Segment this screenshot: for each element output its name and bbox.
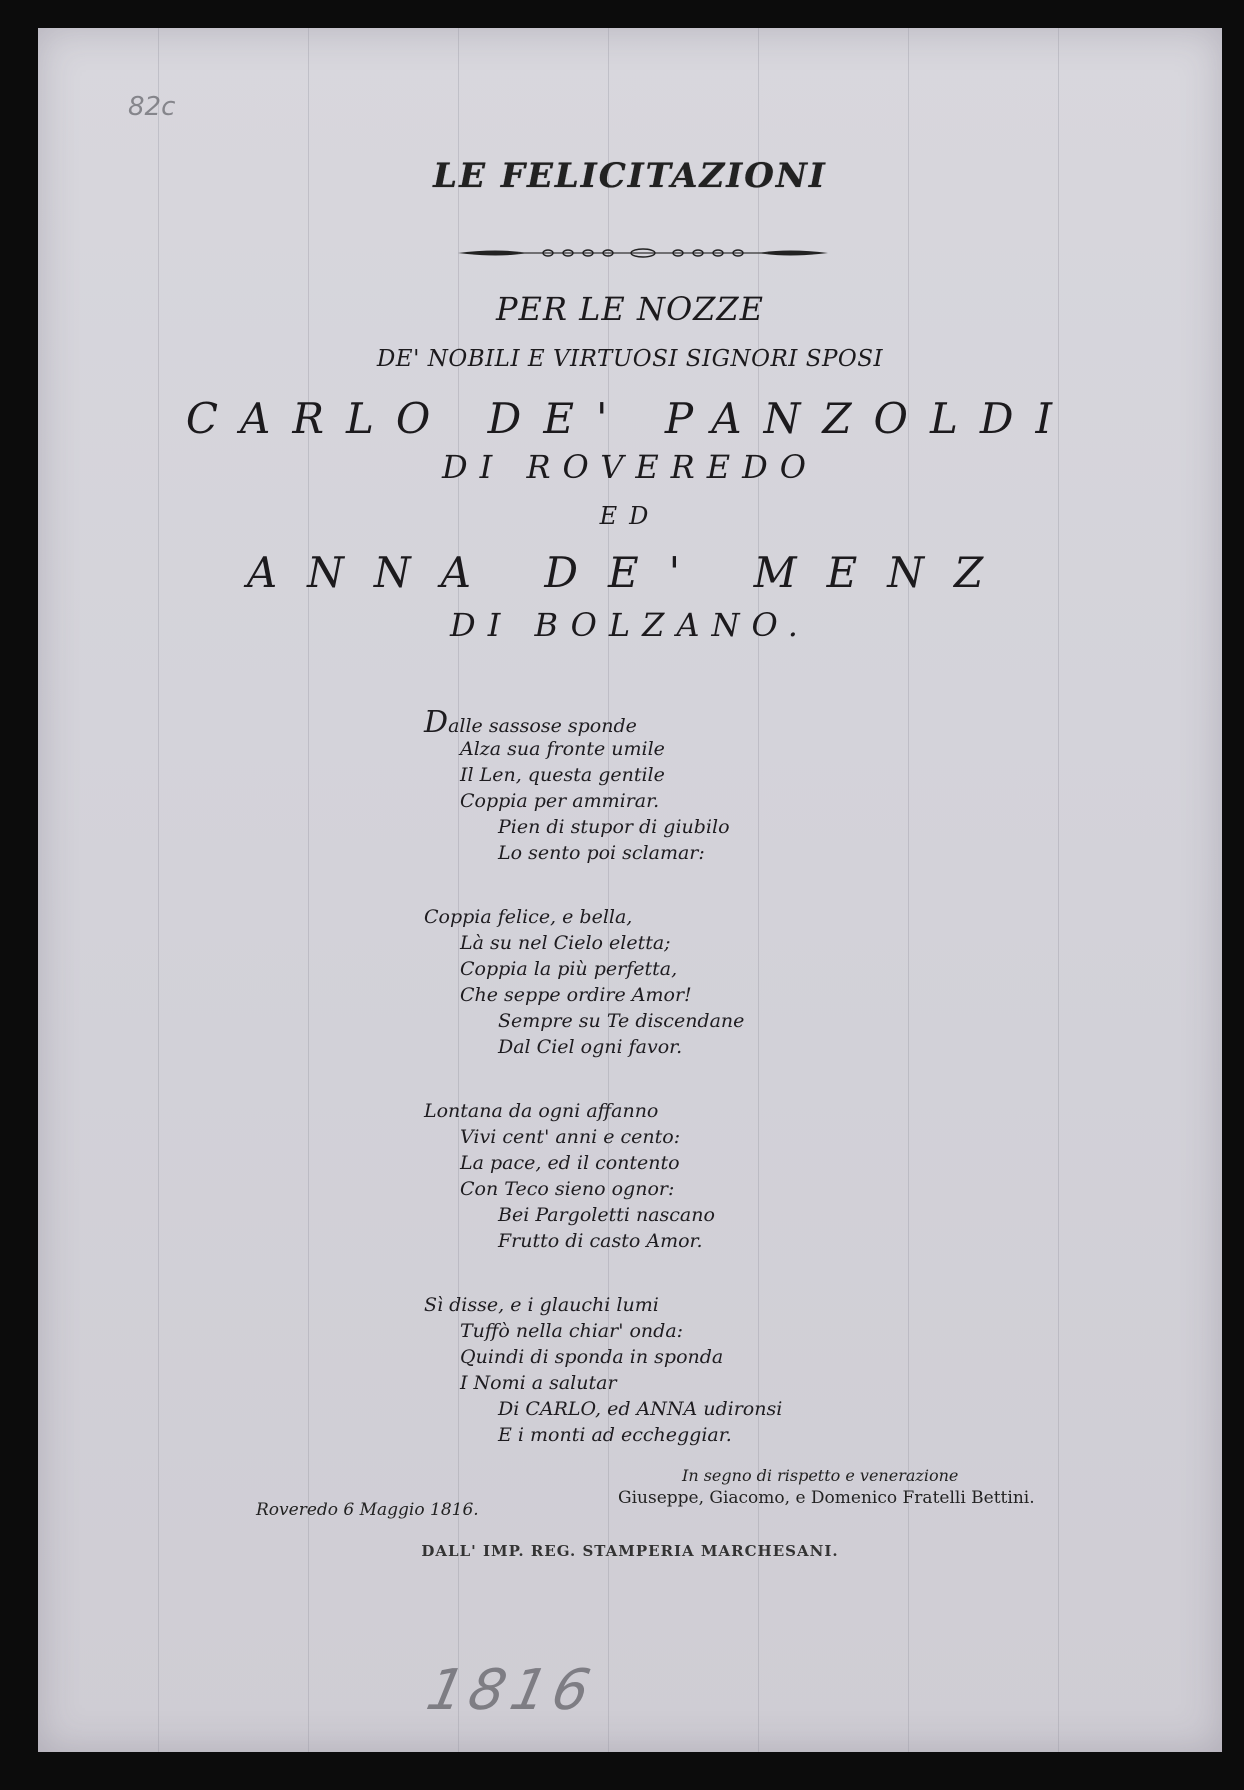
poem-line: Che seppe ordire Amor! bbox=[460, 984, 692, 1006]
groom-name: CARLO DE' PANZOLDI bbox=[185, 394, 1075, 443]
pencil-catalog-note: 82c bbox=[128, 92, 176, 122]
occasion-line: PER LE NOZZE bbox=[496, 290, 764, 328]
poem-line: La pace, ed il contento bbox=[460, 1152, 680, 1174]
paper-chain-line bbox=[158, 28, 159, 1752]
poem-stanza bbox=[424, 705, 782, 866]
poem-line: Coppia la più perfetta, bbox=[460, 958, 678, 980]
poem-stanza bbox=[424, 1292, 782, 1448]
poem-line: Frutto di casto Amor. bbox=[498, 1230, 703, 1252]
poem-line: Coppia felice, e bella, bbox=[424, 906, 633, 928]
poem-line: Di CARLO, ed ANNA udironsi bbox=[498, 1398, 783, 1420]
poem-line: E i monti ad eccheggiar. bbox=[498, 1424, 732, 1446]
poem-line: Alza sua fronte umile bbox=[460, 738, 665, 760]
drop-cap: D bbox=[424, 705, 449, 740]
dedication-authors: Giuseppe, Giacomo, e Domenico Fratelli Bettini. bbox=[618, 1488, 1035, 1508]
poem-stanza bbox=[424, 904, 782, 1060]
document-title: LE FELICITAZIONI bbox=[433, 156, 827, 196]
spouses-description: DE' NOBILI E VIRTUOSI SIGNORI SPOSI bbox=[376, 346, 884, 372]
poem-line: Vivi cent' anni e cento: bbox=[460, 1126, 681, 1148]
bride-origin: DI BOLZANO. bbox=[450, 606, 810, 644]
poem-line: Lontana da ogni affanno bbox=[424, 1100, 659, 1122]
bride-name: ANNA DE' MENZ bbox=[246, 548, 1014, 597]
paper-chain-line bbox=[308, 28, 309, 1752]
pencil-year-note: 1816 bbox=[421, 1658, 602, 1723]
poem-line: Quindi di sponda in sponda bbox=[460, 1346, 724, 1368]
poem-line: Con Teco sieno ognor: bbox=[460, 1178, 675, 1200]
poem-line: Dal Ciel ogni favor. bbox=[498, 1036, 683, 1058]
groom-origin: DI ROVEREDO bbox=[441, 448, 819, 486]
poem-line: Sempre su Te discendane bbox=[498, 1010, 745, 1032]
poem-line: Là su nel Cielo eletta; bbox=[460, 932, 671, 954]
poem-line: Bei Pargoletti nascano bbox=[498, 1204, 715, 1226]
printer-imprint: DALL' IMP. REG. STAMPERIA MARCHESANI. bbox=[421, 1542, 839, 1560]
poem-stanza bbox=[424, 1098, 782, 1254]
poem-line: Lo sento poi sclamar: bbox=[498, 842, 705, 864]
poem-line: I Nomi a salutar bbox=[460, 1372, 617, 1394]
poem-line: Dalle sassose sponde bbox=[424, 705, 637, 740]
place-and-date: Roveredo 6 Maggio 1816. bbox=[256, 1500, 479, 1520]
poem-line: Coppia per ammirar. bbox=[460, 790, 660, 812]
ornament-divider bbox=[458, 244, 828, 262]
conjunction: ED bbox=[599, 502, 661, 530]
poem-line: Tuffò nella chiar' onda: bbox=[460, 1320, 684, 1342]
poem-line: Sì disse, e i glauchi lumi bbox=[424, 1294, 659, 1316]
dedication-line: In segno di rispetto e venerazione bbox=[682, 1466, 959, 1485]
poem-line: Il Len, questa gentile bbox=[460, 764, 665, 786]
paper-chain-line bbox=[1058, 28, 1059, 1752]
printed-sheet bbox=[38, 28, 1222, 1752]
poem-line: Pien di stupor di giubilo bbox=[498, 816, 730, 838]
poem bbox=[424, 705, 783, 1486]
